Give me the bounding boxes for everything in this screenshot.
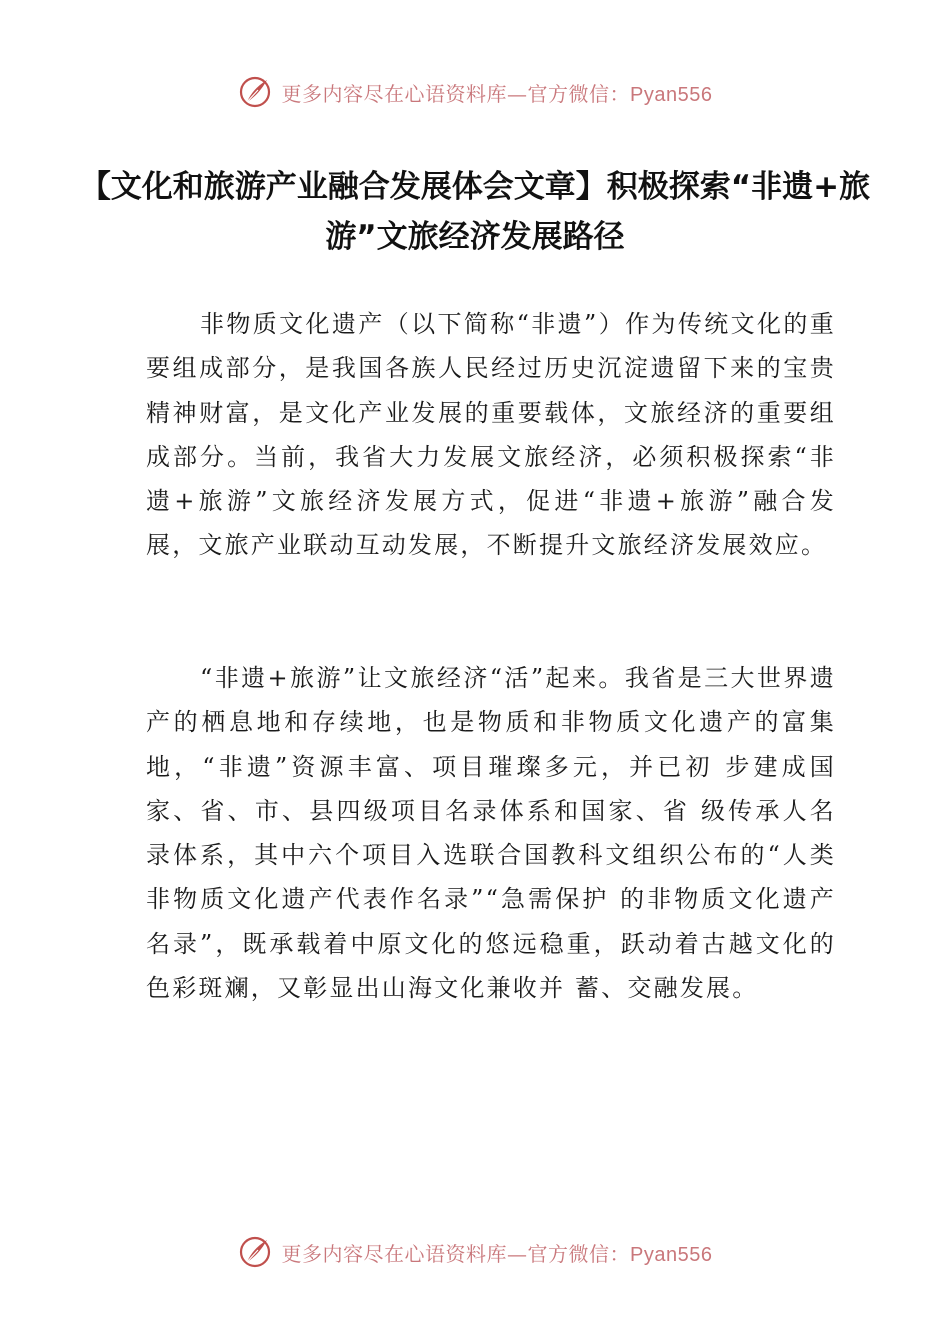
watermark-header bbox=[0, 72, 950, 112]
quill-logo-icon bbox=[238, 75, 272, 109]
quill-logo-icon bbox=[238, 1235, 272, 1269]
paragraph-1: 非物质文化遗产（以下简称“非遗”）作为传统文化的重要组成部分，是我国各族人民经过历史沉淀遗留下来的宝贵精神财富，是文化产业发展的重要载体，文旅经济的重要组成部分。当前，我省大力发展文旅经济，必须积极探索“非遗+旅游”文旅经济发展方式，促进“非遗+旅游”融合发展，文旅产业联动互动发展，不断提升文旅经济发展效应。 bbox=[146, 310, 836, 560]
watermark-text: 更多内容尽在心语资料库—官方微信：Pyan556 bbox=[281, 1241, 713, 1266]
watermark-text: 更多内容尽在心语资料库—官方微信：Pyan556 bbox=[281, 81, 713, 106]
watermark-footer bbox=[0, 1232, 950, 1272]
document-title: 【文化和旅游产业融合发展体会文章】积极探索“非遗+旅游”文旅经济发展路径 bbox=[79, 169, 871, 255]
paragraph-2: “非遗+旅游”让文旅经济“活”起来。我省是三大世界遗产的栖息地和存续地，也是物质和非物质文化遗产的富集地，“非遗”资源丰富、项目璀璨多元，并已初 步建成国家、省、市、县四级项目名录体系和国家、省 级传承人名录体系，其中六个项目入选联合国教科文组织公布的“人类非物质文化遗产代表作名录”“急需保护 的非物质文化遗产名录”，既承载着中原文化的悠远稳重，跃动着古越文化的色彩斑斓，又彰显出山海文化兼收并 蓄、交融发展。 bbox=[146, 664, 836, 1003]
